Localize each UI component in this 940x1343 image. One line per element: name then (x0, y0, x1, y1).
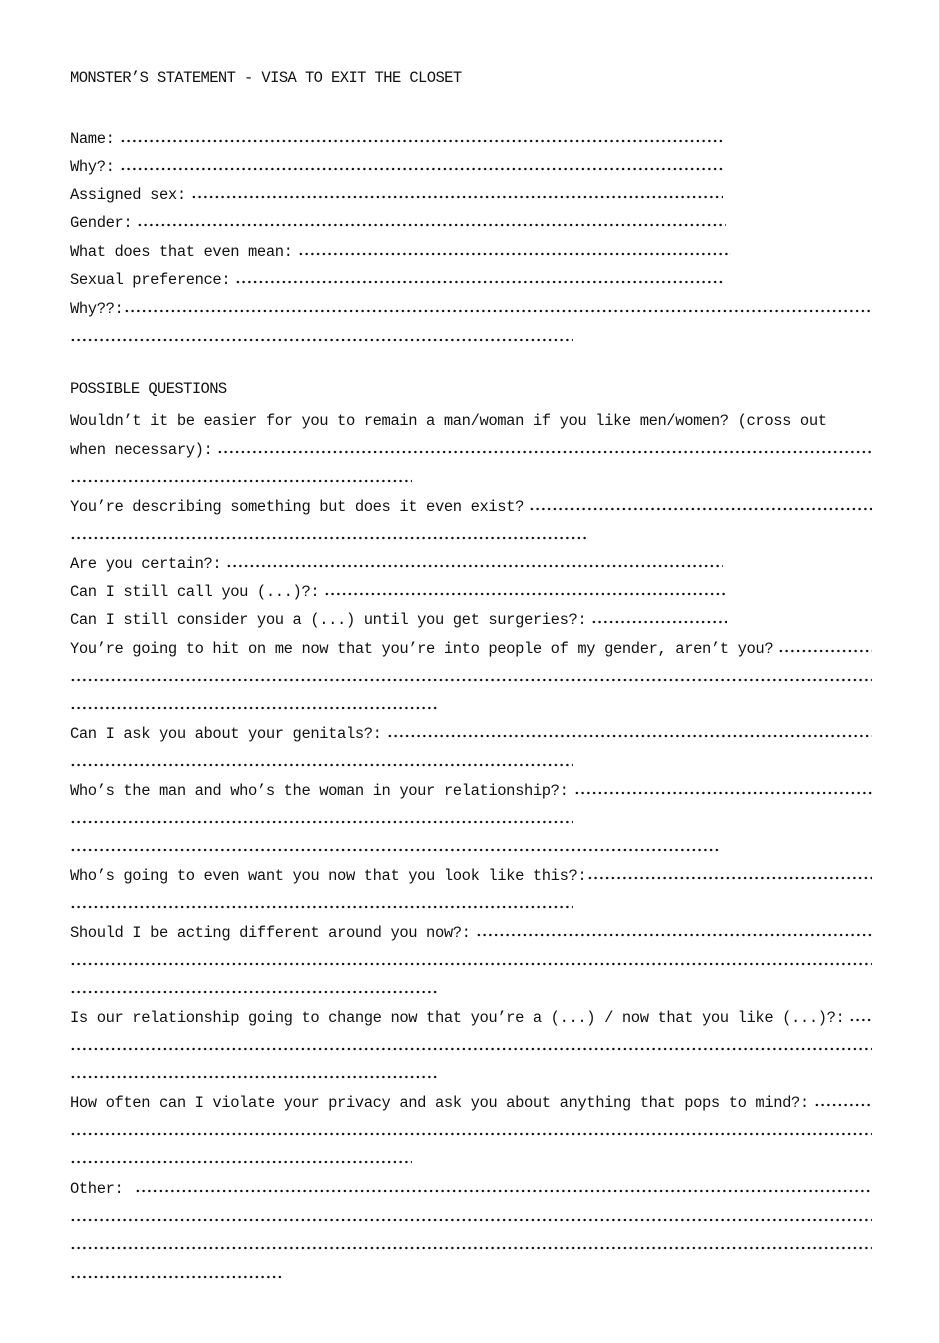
field-why[interactable] (70, 154, 725, 176)
field-label: Assigned sex: (70, 186, 186, 204)
answer-dotted-line[interactable] (70, 536, 587, 540)
question-man-woman-continued[interactable] (70, 835, 721, 857)
question-easier-answer-continued[interactable] (70, 466, 412, 488)
question-genitals-continued[interactable] (70, 750, 573, 772)
question-other-continued[interactable] (70, 1205, 872, 1227)
question-man-woman-continued[interactable] (70, 807, 573, 829)
field-label: What does that even mean: (70, 243, 293, 261)
answer-dotted-line[interactable] (70, 1218, 872, 1222)
question-privacy[interactable] (70, 1090, 872, 1112)
question-exist-continued[interactable] (70, 523, 587, 545)
question-label: Who’s the man and who’s the woman in your relationship?: (70, 782, 569, 800)
field-label: Name: (70, 130, 115, 148)
question-label: Can I ask you about your genitals?: (70, 725, 382, 743)
field-gender[interactable] (70, 210, 726, 232)
question-look-like-this[interactable] (70, 863, 872, 885)
question-label: Can I still call you (...)?: (70, 583, 320, 601)
answer-dotted-line[interactable] (476, 933, 872, 937)
question-other-continued[interactable] (70, 1262, 283, 1284)
question-label: You’re going to hit on me now that you’re into people of my gender, aren’t you? (70, 640, 774, 658)
question-label: Other: (70, 1180, 124, 1198)
field-meaning[interactable] (70, 239, 731, 261)
answer-dotted-line[interactable] (120, 167, 725, 171)
question-label: Is our relationship going to change now that you’re a (...) / now that you like (...)?: (70, 1009, 845, 1027)
question-acting-different[interactable] (70, 920, 872, 942)
question-hit-on-me-continued[interactable] (70, 665, 872, 687)
answer-dotted-line[interactable] (70, 1275, 283, 1279)
question-label: when necessary): (70, 441, 213, 459)
question-call-you[interactable] (70, 579, 727, 601)
question-other-continued[interactable] (70, 1233, 872, 1255)
answer-dotted-line[interactable] (120, 139, 722, 143)
answer-dotted-line[interactable] (324, 592, 727, 596)
answer-dotted-line[interactable] (849, 1018, 872, 1022)
answer-dotted-line[interactable] (387, 734, 872, 738)
answer-dotted-line[interactable] (217, 450, 872, 454)
answer-dotted-line[interactable] (135, 1189, 872, 1193)
answer-dotted-line[interactable] (191, 195, 723, 199)
question-label: Wouldn’t it be easier for you to remain a man/woman if you like men/women? (cross out (70, 412, 827, 430)
question-certain[interactable] (70, 551, 723, 573)
question-privacy-continued[interactable] (70, 1119, 872, 1141)
answer-dotted-line[interactable] (778, 649, 872, 653)
field-label: Why?: (70, 158, 115, 176)
question-label: You’re describing something but does it even exist? (70, 498, 524, 516)
answer-dotted-line[interactable] (70, 962, 872, 966)
answer-dotted-line[interactable] (70, 1246, 872, 1250)
answer-dotted-line[interactable] (298, 252, 731, 256)
question-label: Can I still consider you a (...) until you get surgeries?: (70, 611, 587, 629)
field-label: Why??: (70, 300, 124, 318)
answer-dotted-line[interactable] (70, 763, 573, 767)
answer-dotted-line[interactable] (235, 280, 723, 284)
question-easier (70, 408, 872, 430)
question-label: Should I be acting different around you now?: (70, 924, 471, 942)
question-relationship-change-continued[interactable] (70, 1034, 872, 1056)
answer-dotted-line[interactable] (814, 1103, 872, 1107)
answer-dotted-line[interactable] (70, 706, 439, 710)
answer-dotted-line[interactable] (70, 848, 721, 852)
question-look-like-this-continued[interactable] (70, 892, 573, 914)
field-why-twice-continued[interactable] (70, 325, 573, 347)
answer-dotted-line[interactable] (70, 479, 412, 483)
field-sexual-preference[interactable] (70, 267, 723, 289)
answer-dotted-line[interactable] (70, 1132, 872, 1136)
question-genitals[interactable] (70, 721, 872, 743)
question-label: How often can I violate your privacy and ask you about anything that pops to mind?: (70, 1094, 809, 1112)
question-hit-on-me-continued[interactable] (70, 693, 439, 715)
question-label: Are you certain?: (70, 555, 222, 573)
question-easier-answer[interactable] (70, 437, 872, 459)
question-relationship-change-continued[interactable] (70, 1062, 439, 1084)
answer-dotted-line[interactable] (529, 507, 872, 511)
question-other[interactable] (70, 1176, 872, 1198)
answer-dotted-line[interactable] (574, 791, 873, 795)
question-acting-different-continued[interactable] (70, 977, 439, 999)
answer-dotted-line[interactable] (70, 990, 439, 994)
answer-dotted-line[interactable] (124, 309, 872, 313)
answer-dotted-line[interactable] (591, 620, 727, 624)
answer-dotted-line[interactable] (70, 905, 573, 909)
field-assigned-sex[interactable] (70, 182, 723, 204)
answer-dotted-line[interactable] (226, 564, 723, 568)
document-title: MONSTER’S STATEMENT - VISA TO EXIT THE CLOSET (70, 69, 462, 87)
field-label: Sexual preference: (70, 271, 231, 289)
question-acting-different-continued[interactable] (70, 949, 872, 971)
answer-dotted-line[interactable] (70, 338, 573, 342)
answer-dotted-line[interactable] (587, 876, 872, 880)
answer-dotted-line[interactable] (137, 223, 726, 227)
question-surgeries[interactable] (70, 607, 727, 629)
answer-dotted-line[interactable] (70, 678, 872, 682)
answer-dotted-line[interactable] (70, 1160, 412, 1164)
question-relationship-change[interactable] (70, 1005, 872, 1027)
answer-dotted-line[interactable] (70, 820, 573, 824)
field-why-twice[interactable] (70, 296, 872, 318)
answer-dotted-line[interactable] (70, 1075, 439, 1079)
question-label: Who’s going to even want you now that you look like this?: (70, 867, 587, 885)
answer-dotted-line[interactable] (70, 1047, 872, 1051)
field-name[interactable] (70, 126, 722, 148)
field-label: Gender: (70, 214, 133, 232)
section-heading: POSSIBLE QUESTIONS (70, 380, 227, 398)
question-exist[interactable] (70, 494, 872, 516)
question-privacy-continued[interactable] (70, 1147, 412, 1169)
question-hit-on-me[interactable] (70, 636, 872, 658)
question-man-woman[interactable] (70, 778, 872, 800)
